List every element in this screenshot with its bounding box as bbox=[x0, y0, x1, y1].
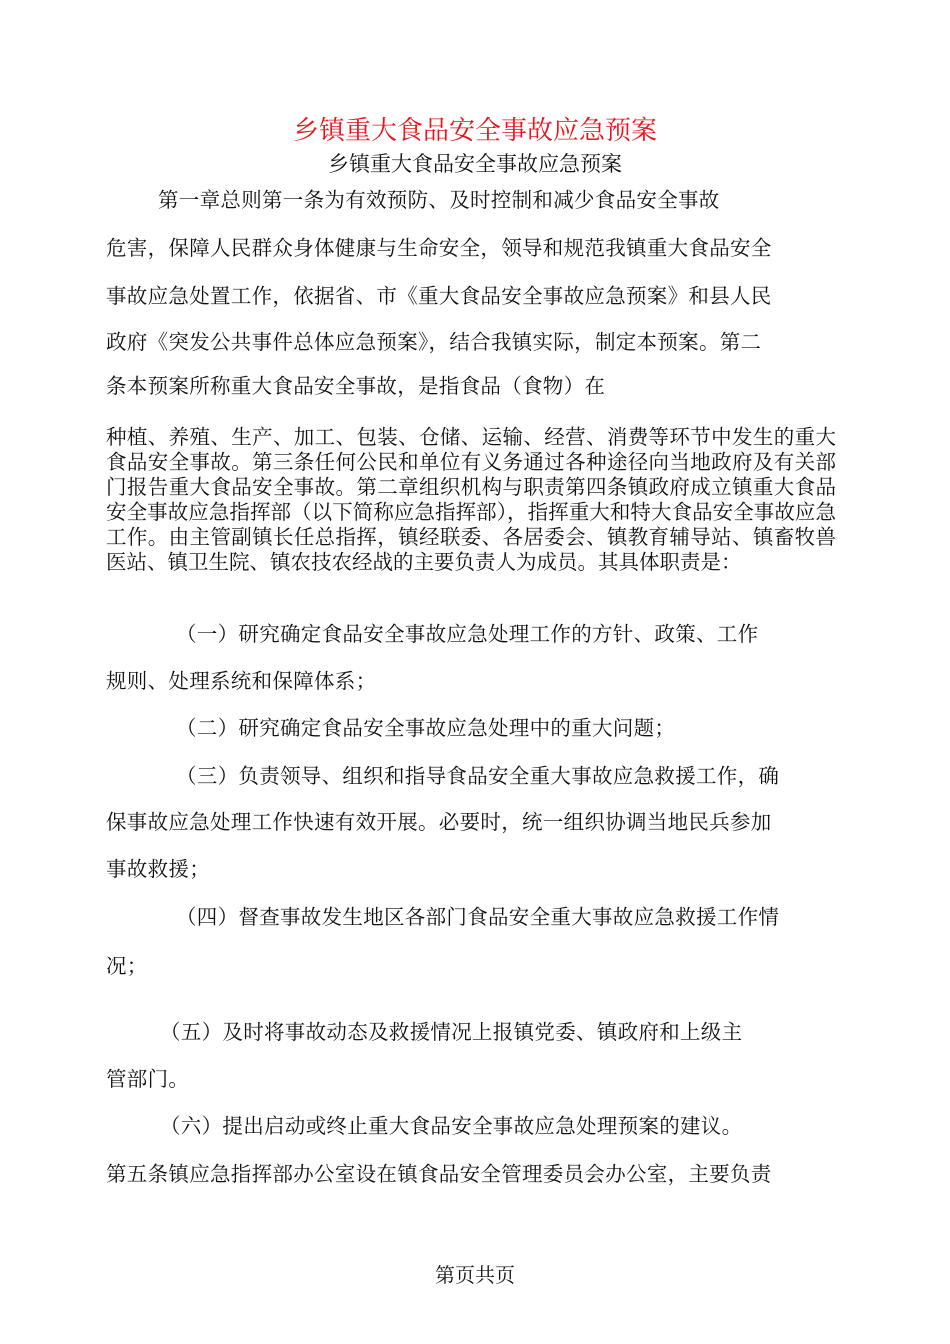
page-footer: 第页共页 bbox=[435, 1263, 515, 1287]
paragraph-1-line: 危害，保障人民群众身体健康与生命安全，领导和规范我镇重大食品安全 bbox=[106, 236, 772, 260]
paragraph-1-line: 第一章总则第一条为有效预防、及时控制和减少食品安全事故 bbox=[158, 188, 720, 212]
item-1-line: （一）研究确定食品安全事故应急处理工作的方针、政策、工作 bbox=[176, 622, 759, 646]
item-3-line: 事故救援； bbox=[106, 857, 210, 881]
item-4-line: （四）督查事故发生地区各部门食品安全重大事故应急救援工作情 bbox=[176, 905, 780, 929]
item-2-line: （二）研究确定食品安全事故应急处理中的重大问题； bbox=[176, 716, 676, 740]
document-title: 乡镇重大食品安全事故应急预案 bbox=[292, 116, 657, 146]
paragraph-1-line: 条本预案所称重大食品安全事故，是指食品（食物）在 bbox=[106, 374, 606, 398]
item-6-line: （六）提出启动或终止重大食品安全事故应急处理预案的建议。 bbox=[160, 1114, 743, 1138]
item-3-line: 保事故应急处理工作快速有效开展。必要时，统一组织协调当地民兵参加 bbox=[106, 810, 772, 834]
paragraph-1-line: 事故应急处置工作，依据省、市《重大食品安全事故应急预案》和县人民 bbox=[106, 284, 772, 308]
paragraph-2: 种植、养殖、生产、加工、包装、仓储、运输、经营、消费等环节中发生的重大食品安全事故。第三条任何公民和单位有义务通过各种途径向当地政府及有关部门报告重大食品安全事故。第二章组织机构与职责第四条镇政府成立镇重大食品安全事故应急指挥部（以下简称应急指挥部），指挥重大和特大食品安全事故应急工作。由主管副镇长任总指挥，镇经联委、各居委会、镇教育辅导站、镇畜牧兽医站、镇卫生院、镇农技农经战的主要负责人为成员。其具体职责是： bbox=[106, 425, 836, 574]
paragraph-1-line: 政府《突发公共事件总体应急预案》，结合我镇实际，制定本预案。第二 bbox=[106, 330, 762, 354]
item-5-line: 管部门。 bbox=[106, 1067, 190, 1091]
document-subtitle: 乡镇重大食品安全事故应急预案 bbox=[328, 152, 622, 176]
item-1-line: 规则、处理系统和保障体系； bbox=[106, 669, 377, 693]
item-3-line: （三）负责领导、组织和指导食品安全重大事故应急救援工作，确 bbox=[176, 764, 780, 788]
item-5-line: （五）及时将事故动态及救援情况上报镇党委、镇政府和上级主 bbox=[160, 1020, 743, 1044]
article-5-line: 第五条镇应急指挥部办公室设在镇食品安全管理委员会办公室，主要负责 bbox=[106, 1162, 772, 1186]
item-4-line: 况； bbox=[106, 954, 148, 978]
